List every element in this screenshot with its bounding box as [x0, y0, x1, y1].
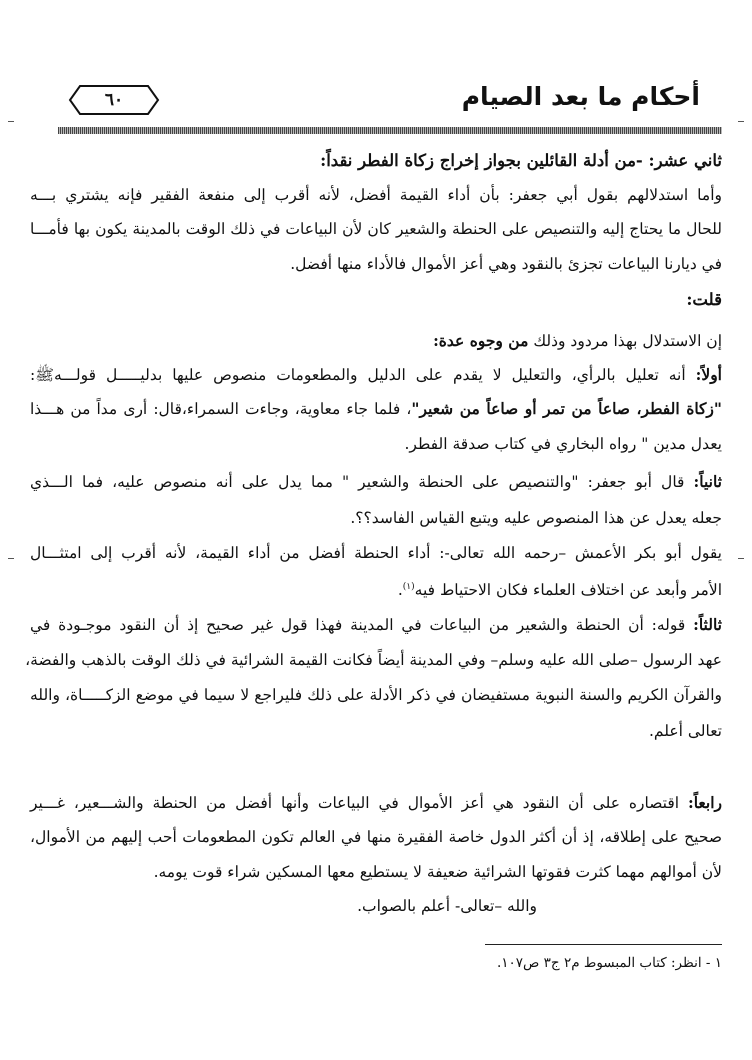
text-run: أنه تعليل بالرأي، والتعليل لا يقدم على الدليل والمطعومات منصوص عليها بدليـــــل قولـــهﷺ:: [30, 366, 696, 384]
paragraph-line: [30, 574, 722, 600]
paragraph-line: [30, 612, 722, 638]
point-label: ثانياً:: [693, 472, 722, 491]
paragraph-line: للحال ما يحتاج إليه والتنصيص على الحنطة والشعير كان لأن البياعات في ذلك الوقت بالمدينة يكون بها فأمـــا: [30, 220, 722, 238]
subheading-qultu: قلت:: [686, 290, 722, 309]
paragraph-line: [30, 469, 722, 495]
bold-text: من وجوه عدة:: [433, 331, 529, 350]
paragraph-line: [30, 790, 722, 816]
paragraph-line: جعله يعدل عن هذا المنصوص عليه ويتبع القياس الفاسد؟؟.: [350, 509, 722, 527]
paragraph-line: عهد الرسول –صلى الله عليه وسلم– وفي المدينة أيضاً فكانت القيمة الشرائية في ذلك الوقت بالذهب والفضة،: [25, 651, 722, 669]
text-run: اقتصاره على أن النقود هي أعز الأموال في البياعات وأنها أفضل من الحنطة والشـــعير، غـــير: [30, 794, 688, 812]
header-divider: [58, 127, 722, 134]
paragraph-line: والقرآن الكريم والسنة النبوية مستفيضان في ذكر الأدلة على ذلك فليراجع لا سيما في موضع الزكـــــاة، والله: [30, 686, 722, 704]
page-number-frame: [68, 84, 160, 116]
paragraph-line: [30, 328, 722, 354]
margin-mark: [8, 558, 14, 559]
margin-mark: [8, 121, 14, 122]
footnote-ref[interactable]: (١): [402, 582, 415, 592]
margin-mark: [738, 558, 744, 559]
text-run: ، فلما جاء معاوية، وجاءت السمراء،قال: أرى مداً من هـــذا: [30, 400, 412, 418]
paragraph-line: [30, 362, 722, 388]
point-label: ثالثاً:: [693, 615, 722, 634]
closing-line: والله –تعالى- أعلم بالصواب.: [357, 897, 537, 915]
book-title: أحكام ما بعد الصيام: [461, 82, 700, 111]
paragraph-line: في ديارنا البياعات تجزئ بالنقود وهي أعز الأموال فالأداء منها أفضل.: [290, 255, 722, 273]
text-run: إن الاستدلال بهذا مردود وذلك: [528, 332, 722, 350]
page-number: ٦٠: [104, 90, 124, 110]
footnote-rule: [485, 944, 722, 945]
point-label: رابعاً:: [687, 793, 722, 812]
section-heading: ثاني عشر: -من أدلة القائلين بجواز إخراج زكاة الفطر نقداً:: [320, 151, 722, 170]
point-label: أولاً:: [695, 365, 722, 384]
text-run: قوله: أن الحنطة والشعير من البياعات في المدينة فهذا قول غير صحيح إذ أن النقود موجـودة في: [30, 616, 694, 634]
paragraph-line: تعالى أعلم.: [648, 722, 722, 740]
paragraph-line: وأما استدلالهم بقول أبي جعفر: بأن أداء القيمة أفضل، لأنه أقرب إلى منفعة الفقير فإنه يشتري بـــه: [30, 186, 722, 204]
hadith-quote: "زكاة الفطر، صاعاً من تمر أو صاعاً من شعير": [411, 399, 722, 418]
text-run: .: [397, 581, 403, 600]
paragraph-line: يعدل مدين " رواه البخاري في كتاب صدقة الفطر.: [404, 435, 722, 453]
text-run: قال أبو جعفر: "والتنصيص على الحنطة والشعير " مما يدل على أنه منصوص عليه، فما الـــذي: [30, 473, 694, 491]
paragraph-line: صحيح على إطلاقه، إذ أن أكثر الدول خاصة الفقيرة منها في العالم تكون المطعومات أحب إليهم من الأموال،: [30, 828, 722, 846]
margin-mark: [738, 121, 744, 122]
paragraph-line: [30, 396, 722, 422]
paragraph-line: يقول أبو بكر الأعمش –رحمه الله تعالى-: أداء الحنطة أفضل من أداء القيمة، لأنه أقرب إلى امتثـــال: [30, 544, 722, 562]
page-header: [60, 78, 700, 128]
text-run: الأمر وأبعد عن اختلاف العلماء فكان الاحتياط فيه: [414, 581, 722, 600]
paragraph-line: لأن أموالهم مهما كثرت فقوتها الشرائية ضعيفة لا يستطيع معها المسكين شراء قوت يومه.: [153, 863, 722, 881]
footnote: ١ - انظر: كتاب المبسوط م٢ ج٣ ص١٠٧.: [496, 955, 722, 971]
